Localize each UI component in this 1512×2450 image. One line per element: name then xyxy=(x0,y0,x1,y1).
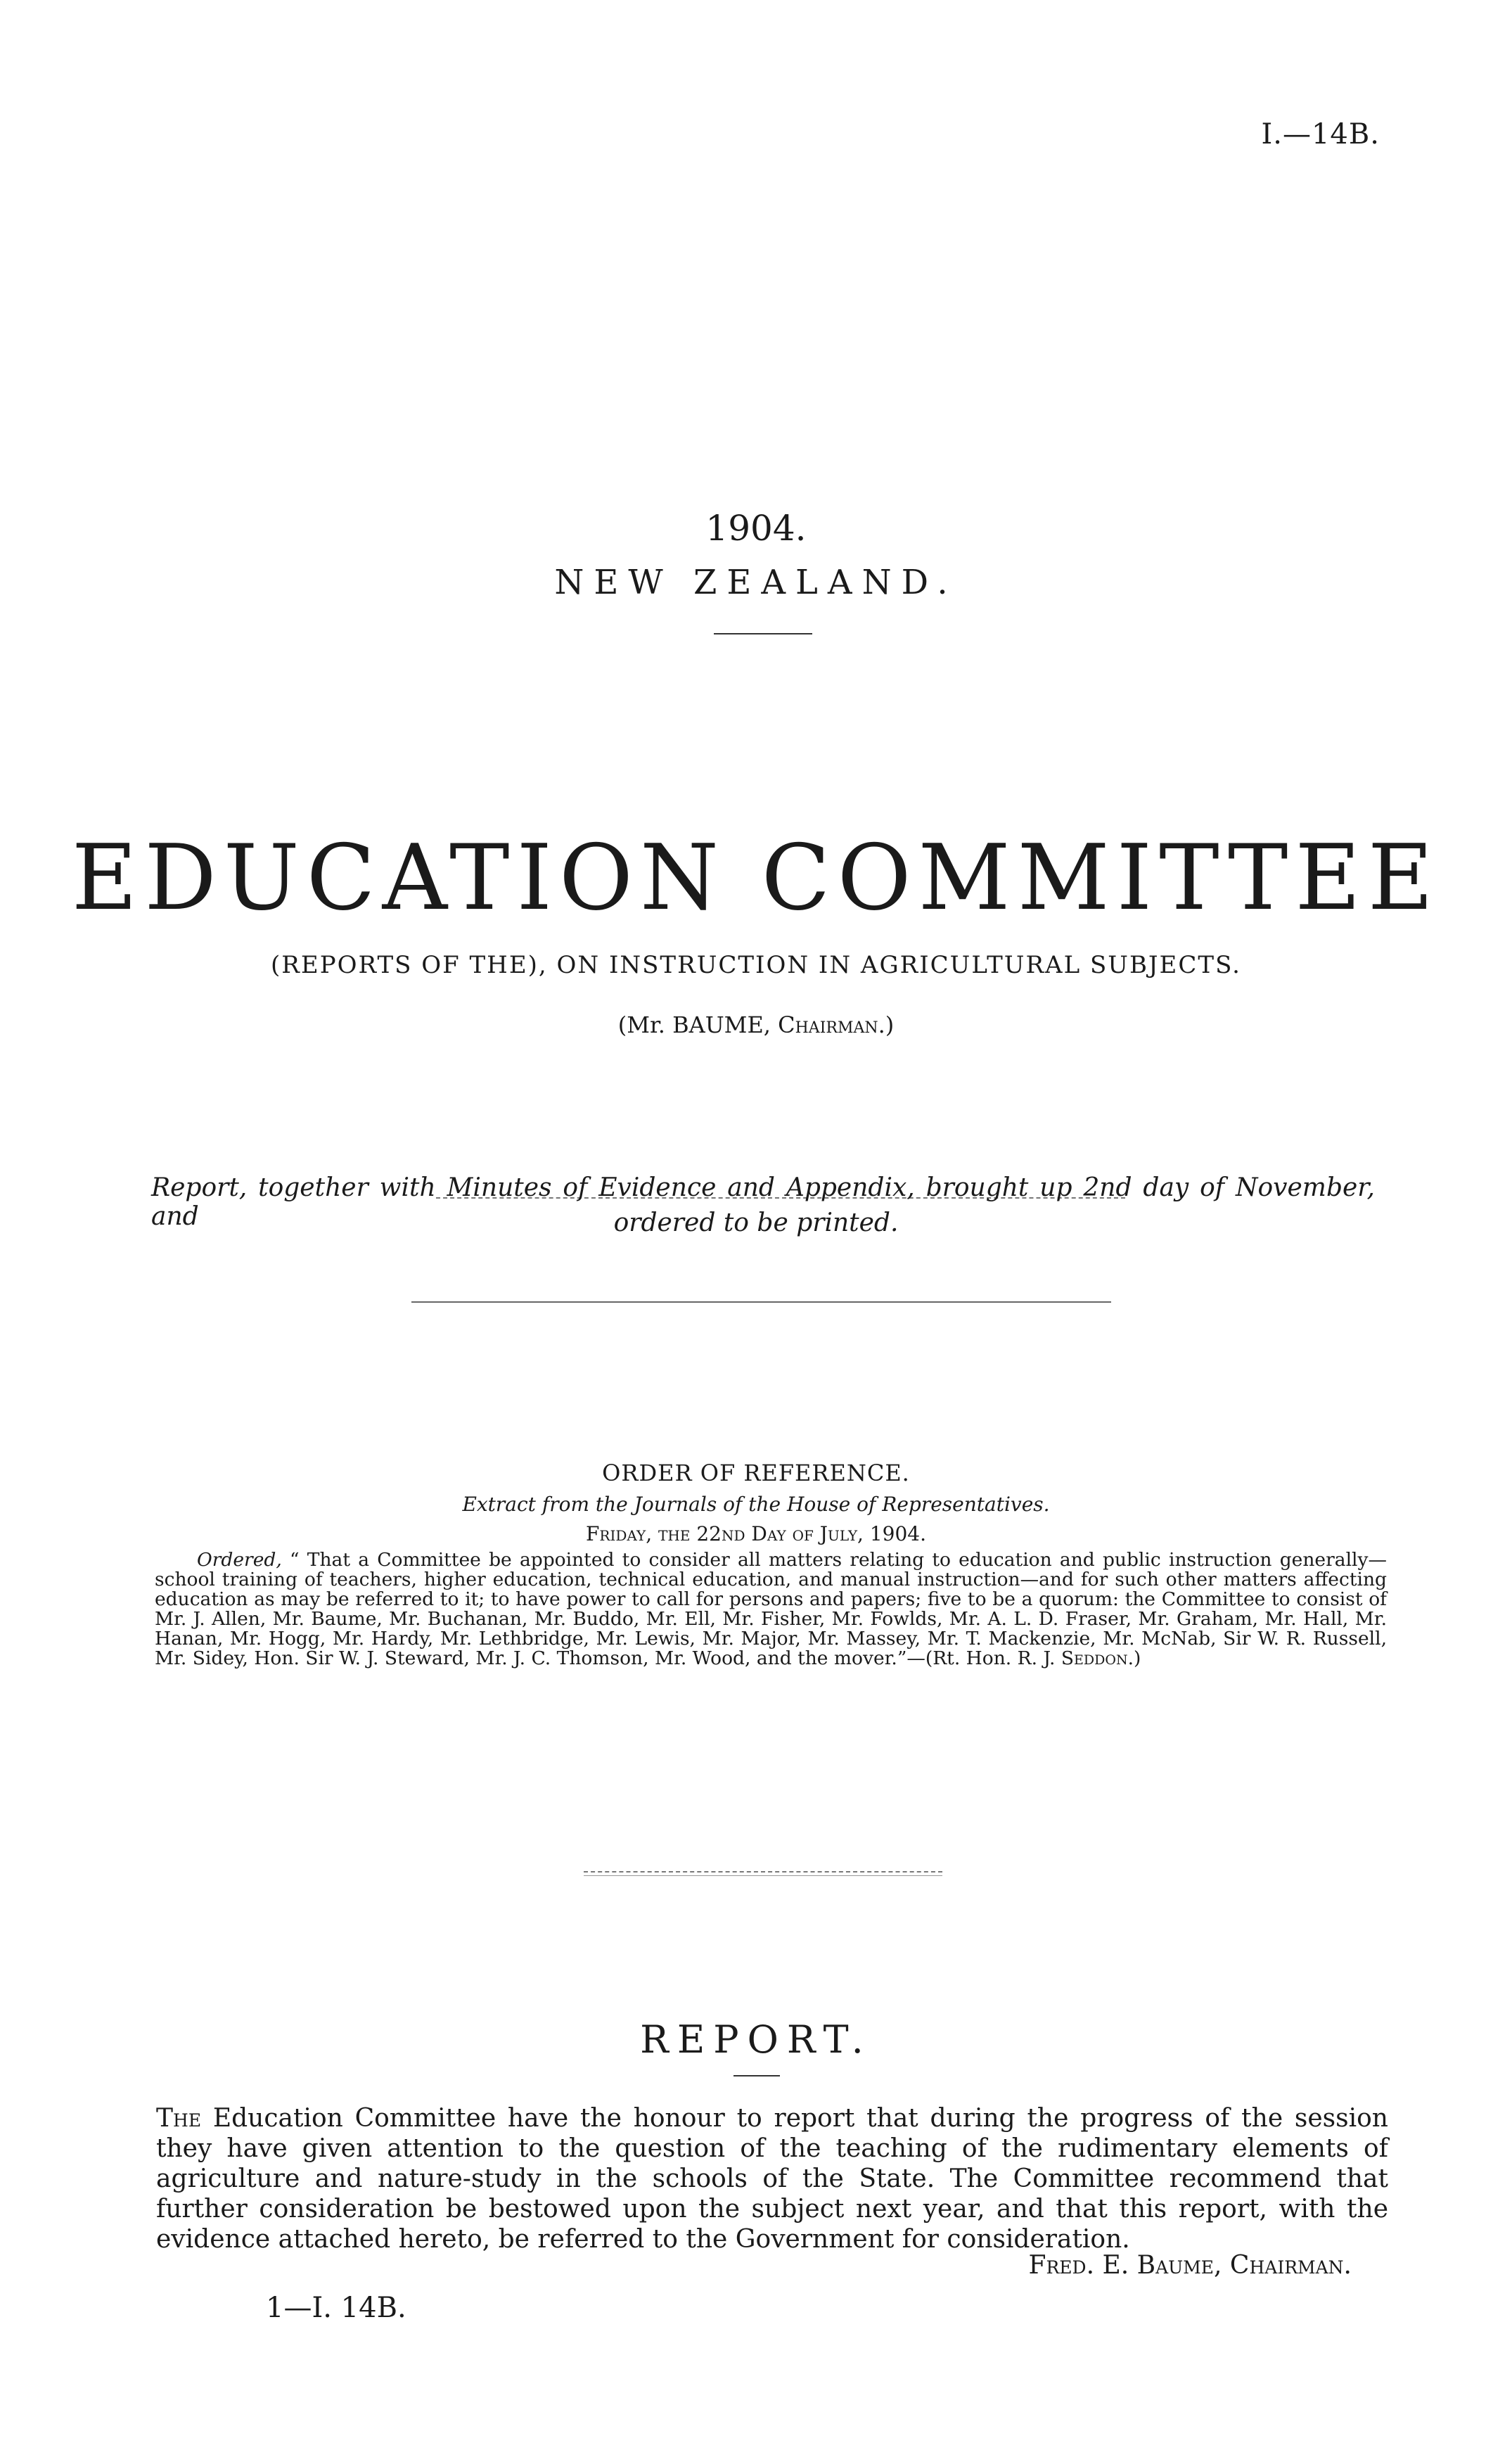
masthead-rule xyxy=(714,633,812,634)
presentation-rule xyxy=(411,1301,1111,1303)
order-divider xyxy=(584,1871,942,1872)
order-closing: .) xyxy=(1127,1647,1141,1669)
printer-signature-mark: 1—I. 14B. xyxy=(266,2292,406,2324)
report-body xyxy=(156,2103,1388,2254)
presentation-line-1: Report, together with Minutes of Evidence and Appendix, brought up 2nd day of November, and xyxy=(151,1173,1375,1231)
document-subtitle: (REPORTS OF THE), ON INSTRUCTION IN AGRICULTURAL SUBJECTS. xyxy=(271,951,1241,979)
ordered-label: Ordered, xyxy=(197,1549,282,1571)
report-heading: REPORT. xyxy=(640,2017,872,2062)
order-of-reference-body xyxy=(155,1550,1387,1669)
document-number: I.—14B. xyxy=(1261,118,1380,151)
report-heading-rule xyxy=(733,2075,780,2076)
chairman-suffix: .) xyxy=(878,1012,895,1038)
mover-name: Seddon xyxy=(1061,1647,1128,1669)
document-title: EDUCATION COMMITTEE xyxy=(71,826,1441,931)
presentation-line-2: ordered to be printed. xyxy=(613,1208,899,1237)
chairman-prefix: (Mr. BAUME, xyxy=(617,1012,779,1038)
order-date: Friday, the 22nd Day of July, 1904. xyxy=(585,1522,926,1545)
order-of-reference-heading: ORDER OF REFERENCE. xyxy=(602,1460,910,1486)
order-divider-underline xyxy=(584,1875,942,1876)
order-text: “ That a Committee be appointed to consider all matters relating to education and public instruction generally—school training of teachers, higher education, technical education, and manual instruction—and for such other matters affecting education as may be referred to it; to have power to call for persons and papers; five to be a quorum: the Committee to consist of Mr. J. Allen, Mr. Baume, Mr. Buchanan, Mr. Buddo, Mr. Ell, Mr. Fisher, Mr. Fowlds, Mr. A. L. D. Fraser, Mr. Graham, Mr. Hall, Mr. Hanan, Mr. Hogg, Mr. Hardy, Mr. Lethbridge, Mr. Lewis, Mr. Major, Mr. Massey, Mr. T. Mackenzie, Mr. McNab, Sir W. R. Russell, Mr. Sidey, Hon. Sir W. J. Steward, Mr. J. C. Thomson, Mr. Wood, and the mover.”—(Rt. Hon. R. J. xyxy=(155,1549,1387,1669)
year: 1904. xyxy=(705,508,807,549)
chairman-line xyxy=(0,1012,1512,1038)
country-name: NEW ZEALAND. xyxy=(554,563,958,602)
report-lead-word: The xyxy=(156,2104,202,2133)
report-text: Education Committee have the honour to report that during the progress of the session they have given attention to the question of the teaching of the rudimentary elements of agriculture and nature-study in the schools of the State. The Committee recommend that further consideration be bestowed upon the subject next year, and that this report, with the evidence attached hereto, be referred to the Government for consideration. xyxy=(156,2104,1388,2254)
journal-extract-line: Extract from the Journals of the House of Representatives. xyxy=(462,1493,1050,1516)
chairman-role: Chairman xyxy=(778,1012,878,1038)
report-signature: Fred. E. Baume, Chairman. xyxy=(1028,2251,1352,2280)
